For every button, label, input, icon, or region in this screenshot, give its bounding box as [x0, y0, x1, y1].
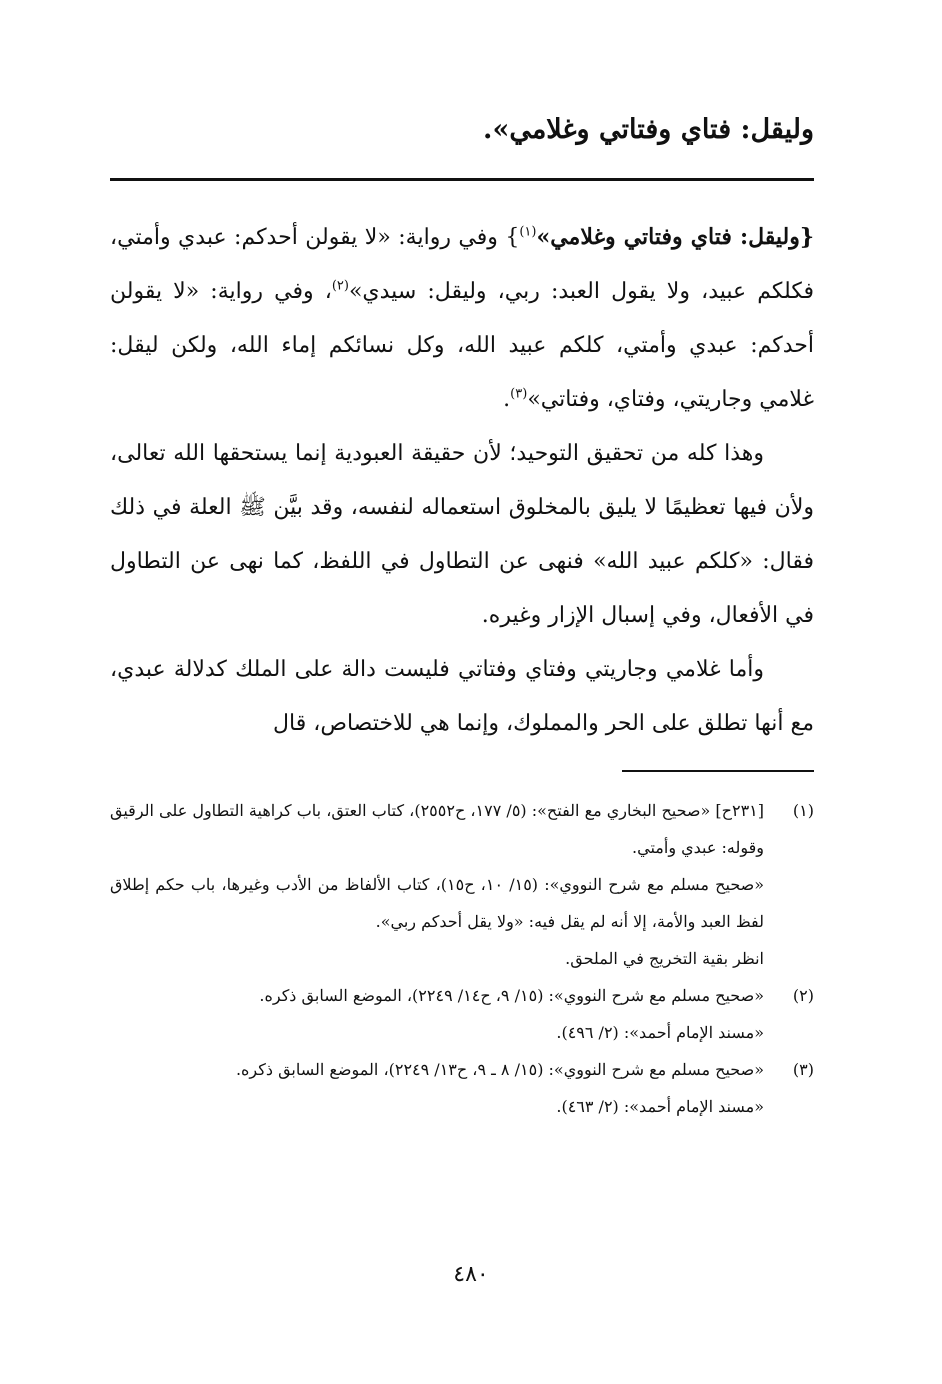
footnote-number: (٣): [792, 1060, 814, 1079]
paragraph-2: وهذا كله من تحقيق التوحيد؛ لأن حقيقة العبودية إنما يستحقها الله تعالى، ولأن فيها تعظيمًا لا يليق بالمخلوق استعماله لنفسه، وقد بيَّن ﷺ العلة في ذلك فقال: «كلكم عبيد الله» فنهى عن التطاول في اللفظ، كما نهى عن التطاول في الأفعال، وفي إسبال الإزار وغيره.: [110, 441, 814, 628]
footnote-number: (١): [792, 801, 814, 820]
footnote-line: «مسند الإمام أحمد»: (٢/ ٤٩٦).: [556, 1023, 764, 1042]
paragraph-1-text-c: .: [503, 387, 511, 412]
footnotes: [110, 792, 814, 1125]
paragraph-1: [110, 210, 814, 427]
footnote-line: «صحيح مسلم مع شرح النووي»: (١٥/ ١٠، ح١٥)، كتاب الألفاظ من الأدب وغيرها، باب حكم إطلاق لفظ العبد والأمة، إلا أنه لم يقل فيه: «ولا يقل أحدكم ربي».: [110, 875, 765, 931]
footnote-line: «صحيح مسلم مع شرح النووي»: (١٥/ ٩، ح١٤/ ٢٢٤٩)، الموضع السابق ذكره.: [259, 986, 764, 1005]
footnote-1: [110, 792, 814, 977]
paragraph-3: وأما غلامي وجاريتي وفتاي وفتاتي فليست دالة على الملك كدلالة عبدي، مع أنها تطلق على الحر والمملوك، وإنما هي للاختصاص، قال: [110, 657, 814, 736]
running-header: وليقل: فتاي وفتاتي وغلامي».: [483, 114, 814, 145]
footnote-number: (٢): [792, 986, 814, 1005]
footnote-3: [110, 1051, 814, 1125]
footnote-rule: [622, 770, 814, 772]
footnote-line: «مسند الإمام أحمد»: (٢/ ٤٦٣).: [556, 1097, 764, 1116]
paragraph-1-text-a: } وفي رواية: «لا يقولن أحدكم: عبدي وأمتي، فكلكم عبيد، ولا يقول العبد: ربي، وليقل: سيدي»: [110, 225, 814, 304]
footnote-line: [٢٣١ح] «صحيح البخاري مع الفتح»: (٥/ ١٧٧، ح٢٥٥٢)، كتاب العتق، باب كراهية التطاول على الرقيق وقوله: عبدي وأمتي.: [110, 801, 764, 857]
quoted-phrase: {وليقل: فتاي وفتاتي وغلامي»: [536, 224, 814, 250]
footnote-ref-2: (٢): [331, 278, 349, 294]
footnote-ref-1: (١): [519, 224, 537, 240]
header-rule: [110, 178, 814, 181]
footnote-2: [110, 977, 814, 1051]
footnote-line: «صحيح مسلم مع شرح النووي»: (١٥/ ٨ ـ ٩، ح١٣/ ٢٢٤٩)، الموضع السابق ذكره.: [235, 1060, 764, 1079]
main-text: [110, 210, 814, 751]
page-number: ٤٨٠: [453, 1262, 489, 1287]
paragraph-1-text-b: ، وفي رواية: «لا يقولن أحدكم: عبدي وأمتي، كلكم عبيد الله، وكل نسائكم إماء الله، ولكن ليقل: غلامي وجاريتي، وفتاي، وفتاتي»: [110, 279, 814, 412]
footnote-ref-3: (٣): [510, 386, 528, 402]
footnote-line: انظر بقية التخريج في الملحق.: [565, 949, 764, 968]
